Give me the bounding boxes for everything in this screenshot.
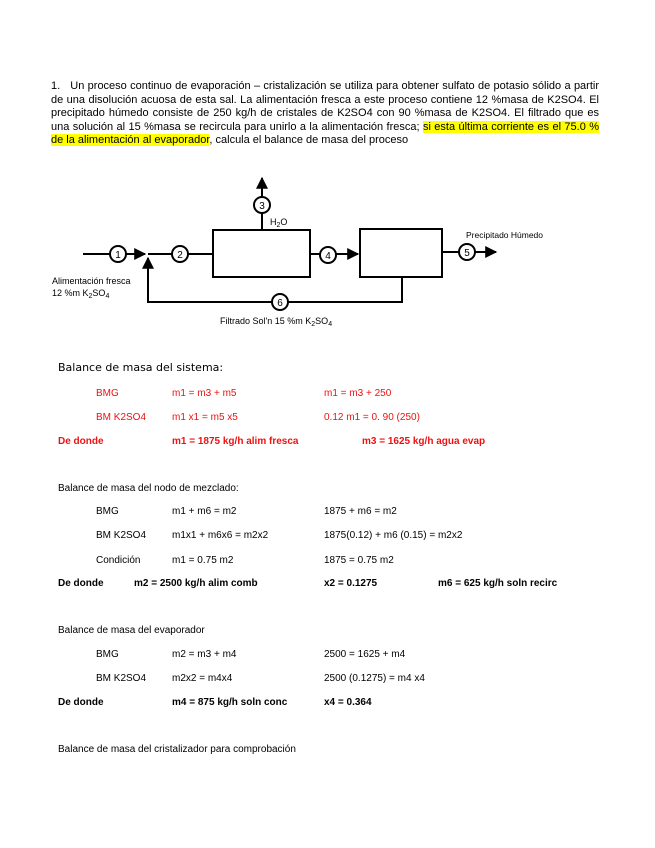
evaporador-row-sub: 2500 = 1625 + m4 [324,649,406,660]
mezclado-row-label: BM K2SO4 [96,530,147,541]
evaporador-row-label: BM K2SO4 [96,673,147,684]
sistema-heading: Balance de masa del sistema: [58,361,224,374]
problem-text-end: , calcula el balance de masa del proceso [209,134,409,146]
sistema-result-1: m1 = 1875 kg/h alim fresca [172,436,299,447]
evaporador-result-1: m4 = 875 kg/h soln conc [172,697,288,708]
sistema-row-sub: m1 = m3 + 250 [324,388,392,399]
mezclado-result-3: m6 = 625 kg/h soln recirc [438,578,558,589]
sistema-row-eq: m1 x1 = m5 x5 [172,412,238,423]
sistema-row-label: BM K2SO4 [96,412,147,423]
crystallizer-box [360,229,442,277]
sistema-row-sub: 0.12 m1 = 0. 90 (250) [324,412,420,423]
alimentacion-label-1: Alimentación fresca [52,276,131,286]
mezclado-row-sub: 1875 = 0.75 m2 [324,555,394,566]
stream-6-label: 6 [277,298,283,309]
evaporador-row-eq: m2x2 = m4x4 [172,673,233,684]
evaporator-box [213,230,310,277]
mezclado-result-2: x2 = 0.1275 [324,578,378,589]
sistema-row-eq: m1 = m3 + m5 [172,388,237,399]
stream-3-label: 3 [259,201,265,212]
problem-number: 1. [51,80,61,92]
stream-4-label: 4 [325,251,331,262]
sistema-row-label: BMG [96,388,119,399]
evaporador-row-label: BMG [96,649,119,660]
problem-highlight: si esta última corriente es el 75.0 % de la alimentación al evaporador [51,120,600,146]
mezclado-result-1: m2 = 2500 kg/h alim comb [134,578,258,589]
mezclado-result-label: De donde [58,578,104,589]
evaporador-result-2: x4 = 0.364 [324,697,372,708]
mezclado-row-sub: 1875 + m6 = m2 [324,506,397,517]
cristalizador-heading: Balance de masa del cristalizador para comprobación [58,744,296,755]
alimentacion-label-2: 12 %m $K_2SO_4$ [52,288,110,300]
problem-text: Un proceso continuo de evaporación – cristalización se utiliza para obtener sulfato de potasio sólido a partir de una disolución acuosa de esta sal. La alimentación fresca a este proceso contiene 12 %masa de K2SO4. El precipitado húmedo consiste de 250 kg/h de cristales de K2SO4 con 90 %masa de K2SO4. El filtrado que es una solución al 15 %masa se recircula para unirlo a la alimentación fresca; [51,80,600,133]
stream-1-label: 1 [115,250,121,261]
mezclado-row-label: Condición [96,555,141,566]
mezclado-row-sub: 1875(0.12) + m6 (0.15) = m2x2 [324,530,463,541]
evaporador-result-label: De donde [58,697,104,708]
mezclado-row-eq: m1 + m6 = m2 [172,506,237,517]
mezclado-heading: Balance de masa del nodo de mezclado: [58,483,239,494]
stream-5-label: 5 [464,248,470,259]
precipitado-label: Precipitado Húmedo [466,230,544,240]
h2o-label: $H_2O$ [270,217,288,229]
filtrado-label: Filtrado Sol'n 15 %m $K_2SO_4$ [220,316,333,328]
sistema-result-label: De donde [58,436,104,447]
mezclado-row-label: BMG [96,506,119,517]
mezclado-row-eq: m1 = 0.75 m2 [172,555,234,566]
stream-2-label: 2 [177,250,183,261]
evaporador-row-eq: m2 = m3 + m4 [172,649,237,660]
evaporador-heading: Balance de masa del evaporador [58,625,205,636]
sistema-result-2: m3 = 1625 kg/h agua evap [362,436,486,447]
evaporador-row-sub: 2500 (0.1275) = m4 x4 [324,673,425,684]
mezclado-row-eq: m1x1 + m6x6 = m2x2 [172,530,269,541]
